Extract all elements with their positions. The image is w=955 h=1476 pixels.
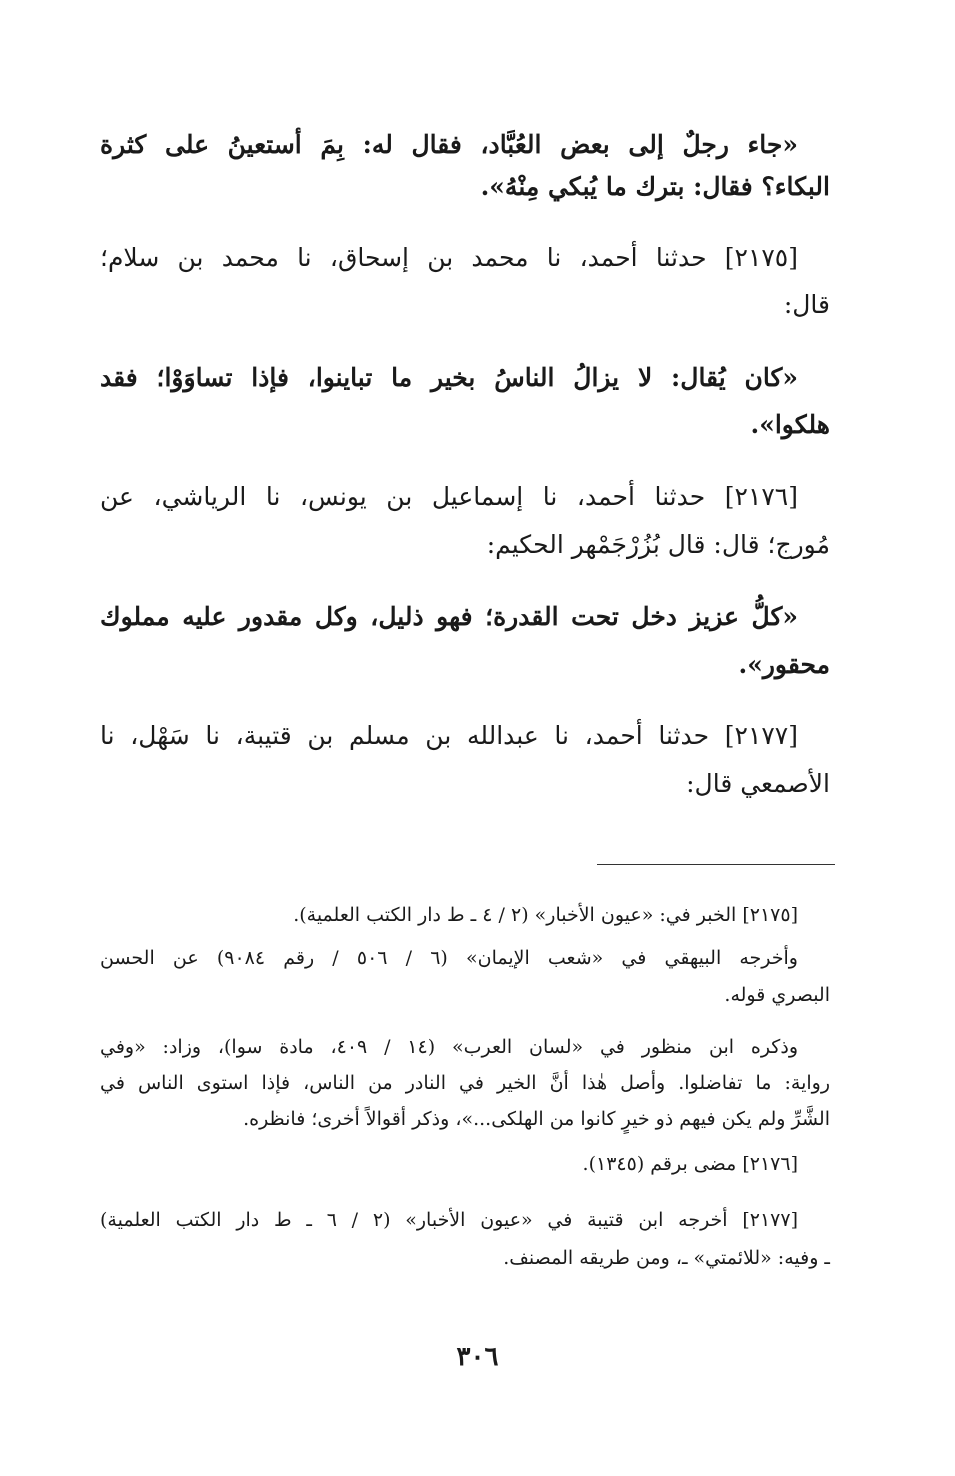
isnad-2177-line-1: [٢١٧٧] حدثنا أحمد، نا عبدالله بن مسلم بن قتيبة، نا سَهْل، نا: [100, 721, 798, 750]
footnote-2177-line-1: [٢١٧٧] أخرجه ابن قتيبة في «عيون الأخبار» (٢ / ٦ ـ ط دار الكتب العلمية): [100, 1209, 799, 1231]
isnad-2175-line-2: قال:: [783, 290, 830, 319]
quote-3-line-1: «كلُّ عزيز دخل تحت القدرة؛ فهو ذليل، وكل مقدور عليه مملوك: [100, 602, 798, 631]
footnote-2175-b-line-2: البصري قوله.: [724, 984, 830, 1006]
quote-1-line-2: البكاء؟ فقال: بترك ما يُبكي مِنْهُ».: [480, 172, 830, 201]
isnad-2176-line-2: مُورج؛ قال: قال بُزُرْجَمْهر الحكيم:: [486, 530, 830, 559]
footnote-2176: [٢١٧٦] مضى برقم (١٣٤٥).: [582, 1153, 798, 1175]
isnad-2176-line-1: [٢١٧٦] حدثنا أحمد، نا إسماعيل بن يونس، نا الرياشي، عن: [100, 482, 798, 511]
isnad-2177-line-2: الأصمعي قال:: [686, 769, 830, 798]
quote-2-line-1: «كان يُقال: لا يزالُ الناسُ بخير ما تباينوا، فإذا تساوَوْا؛ فقد: [100, 363, 798, 392]
quote-2-line-2: هلكوا».: [750, 410, 830, 439]
footnote-2175-c-line-2: رواية: ما تفاضلوا. وأصل هٰذا أنَّ الخير في النادر من الناس، فإذا استوى الناس في: [100, 1072, 830, 1094]
page-number: ٣٠٦: [456, 1342, 499, 1372]
quote-1-line-1: «جاء رجلٌ إلى بعض العُبَّاد، فقال له: بِمَ أستعينُ على كثرة: [100, 130, 798, 159]
isnad-2175-line-1: [٢١٧٥] حدثنا أحمد، نا محمد بن إسحاق، نا محمد بن سلام؛: [100, 243, 798, 272]
footnote-2177-line-2: ـ وفيه: «للائمتي» ـ، ومن طريقه المصنف.: [503, 1247, 830, 1269]
footnote-2175-b-line-1: وأخرجه البيهقي في «شعب الإيمان» (٦ / ٥٠٦ / رقم ٩٠٨٤) عن الحسن: [100, 947, 798, 969]
footnote-separator: [597, 864, 835, 865]
footnote-2175-c-line-3: الشَّرِّ ولم يكن فيهم ذو خيرٍ كانوا من الهلكى...»، وذكر أقوالاً أخرى؛ فانظره.: [243, 1108, 830, 1130]
footnote-2175-c-line-1: وذكره ابن منظور في «لسان العرب» (١٤ / ٤٠٩، مادة سوا)، وزاد: «وفي: [100, 1036, 798, 1058]
quote-3-line-2: محقور».: [738, 650, 830, 679]
footnote-2175: [٢١٧٥] الخبر في: «عيون الأخبار» (٢ / ٤ ـ ط دار الكتب العلمية).: [293, 904, 798, 926]
